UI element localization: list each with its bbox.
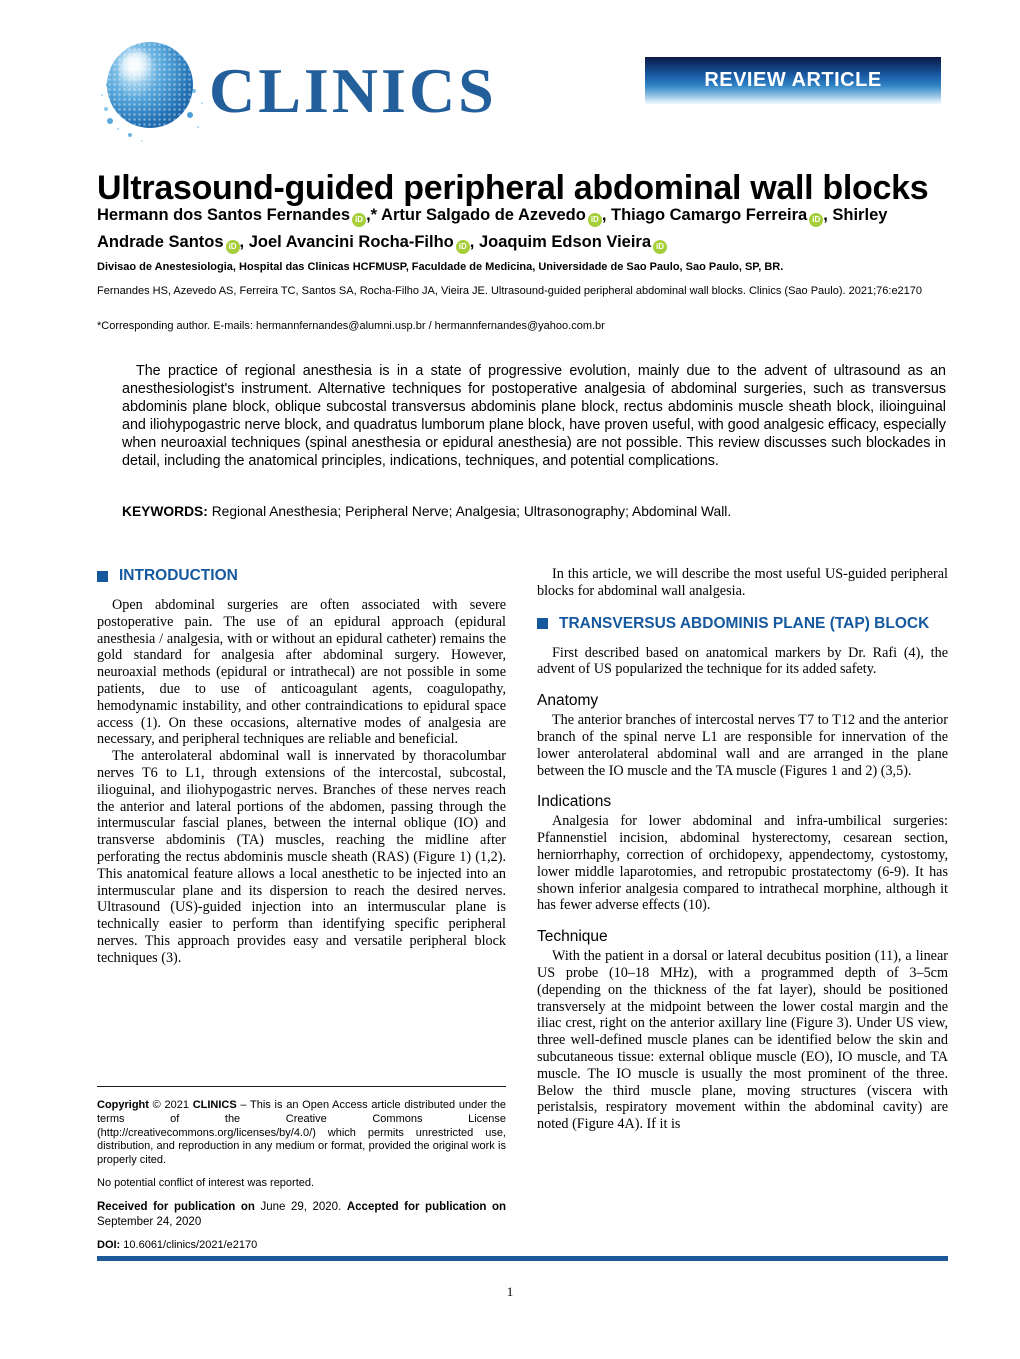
doi-note (97, 1239, 506, 1253)
copyright-text: – This is an Open Access article distributed under the terms of the Creative Commons License (http://creativecommons.org/licenses/by/4.0/) which permits unrestricted use, distribution, and reproduction in any medium or format, provided the original work is properly cited. (97, 1099, 507, 1167)
received-date: June 29, 2020. (254, 1200, 347, 1213)
accepted-date: September 24, 2020 (97, 1215, 202, 1228)
citation: Fernandes HS, Azevedo AS, Ferreira TC, Santos SA, Rocha-Filho JA, Vieira JE. Ultrasound-guided peripheral abdominal wall blocks. Clinics (Sao Paulo). 2021;76:e2170 (97, 285, 923, 297)
author-separator: ,* (366, 206, 382, 224)
abstract (122, 363, 946, 470)
section-heading-label: TRANSVERSUS ABDOMINIS PLANE (TAP) BLOCK (559, 614, 930, 632)
page-number: 1 (506, 1284, 514, 1299)
globe-icon (107, 42, 193, 128)
author-separator: , (239, 233, 249, 251)
abstract-text: The practice of regional anesthesia is in a state of progressive evolution, mainly due to the advent of ultrasound as an anesthesiologist's instrument. Alternative techniques for postoperative analgesia of abdominal surgeries, such as transversus abdominis plane block, oblique subcostal transversus abdominis plane block, rectus abdominis muscle sheath block, ilioinguinal and iliohypogastric nerve block, and quadratus lumborum plane block, have proven useful, with good analgesic efficacy, especially when neuroaxial techniques (spinal anesthesia or epidural anesthesia) are not possible. This review discusses such blockades in detail, including the anatomical principles, indications, techniques, and potential complications. (122, 363, 946, 469)
footnote-rule (97, 1086, 506, 1087)
left-column (97, 566, 506, 967)
article-type-badge: REVIEW ARTICLE (645, 57, 941, 104)
author (479, 233, 667, 251)
corresponding-author: *Corresponding author. E-mails: hermannfernandes@alumni.usp.br / hermannfernandes@yahoo.com.br (97, 320, 605, 332)
author (249, 233, 479, 251)
page-title: Ultrasound-guided peripheral abdominal wall blocks (97, 168, 929, 207)
right-column (537, 566, 948, 1133)
author (381, 206, 611, 224)
affiliation: Divisao de Anestesiologia, Hospital das Clinicas HCFMUSP, Faculdade de Medicina, Universidade de Sao Paulo, Sao Paulo, SP, BR. (97, 261, 784, 273)
section-bullet-icon (537, 618, 548, 629)
technique-paragraph: With the patient in a dorsal or lateral decubitus position (11), a linear US probe (10–18 MHz), with a programmed depth of 3–5cm (depending on the thickness of the fat layer), should be positioned transversely at the midpoint between the lower costal margin and the iliac crest, right on the anterior axillary line (Figure 3). Under US view, three well-defined muscle planes can be identified below the skin and subcutaneous tissue: external oblique muscle (EO), IO muscle, and TA muscle. The IO muscle is usually the most prominent of the three. Below the third muscle plane, moving structures (viscera with peristalsis, respiratory movement within the abdominal cavity) are noted (Figure 4A). If it is (537, 948, 948, 1133)
tap-lead-paragraph: First described based on anatomical markers by Dr. Rafi (4), the advent of US popularized the technique for its added safety. (537, 644, 948, 678)
orcid-icon: iD (352, 213, 366, 227)
intro-paragraph-1: Open abdominal surgeries are often associated with severe postoperative pain. The use of an epidural approach (epidural anesthesia / analgesia, with or without an epidural catheter) remains the gold standard for analgesia after abdominal surgery. However, neuroaxial methods (epidural or intrathecal) are not possible in some patients, due to use of anticoagulant agents, coagulopathy, hemodynamic instability, and other contraindications to epidural space access (1). On these occasions, alternative modes of analgesia are necessary, and peripheral techniques are reliable and beneficial. (97, 597, 506, 748)
subsection-heading-indications: Indications (537, 793, 612, 811)
journal-logo (99, 38, 659, 138)
section-heading-tap-block (537, 614, 948, 634)
orcid-icon: iD (456, 240, 470, 254)
journal-name: CLINICS (209, 55, 497, 126)
copyright-journal: CLINICS (192, 1099, 237, 1111)
indications-paragraph: Analgesia for lower abdominal and infra-umbilical surgeries: Pfannenstiel incision, abdominal hysterectomy, cesarean section, herniorrhaphy, correction of orchidopexy, appendectomy, cystostomy, lower middle laparotomies, and retropubic prostatectomy (6-9). It has shown inferior analgesia compared to intrathecal morphine, although it has fewer adverse effects (10). (537, 813, 948, 914)
footnotes (97, 1086, 506, 1262)
subsection-heading-anatomy: Anatomy (537, 692, 599, 710)
copyright-year: © 2021 (148, 1099, 193, 1111)
author-separator: , (601, 206, 611, 224)
section-heading-introduction (97, 566, 506, 586)
copyright-note (97, 1099, 506, 1168)
received-note (97, 1200, 506, 1230)
copyright-label: Copyright (97, 1099, 149, 1111)
author-name: Shirley Andrade Santos (97, 206, 888, 251)
doi-label: DOI: (97, 1238, 121, 1251)
keywords-text: Regional Anesthesia; Peripheral Nerve; Analgesia; Ultrasonography; Abdominal Wall. (207, 504, 732, 519)
orcid-icon: iD (588, 213, 602, 227)
author-name: Artur Salgado de Azevedo (381, 206, 586, 224)
spacer (537, 600, 948, 614)
author-name: Hermann dos Santos Fernandes (97, 206, 351, 224)
lead-paragraph: In this article, we will describe the most useful US-guided peripheral blocks for abdominal wall analgesia. (537, 566, 948, 599)
anatomy-paragraph: The anterior branches of intercostal nerves T7 to T12 and the anterior branch of the spinal nerve L1 are responsible for innervation of the lower anterolateral abdominal wall and are arranged in the plane between the IO muscle and the TA muscle (Figures 1 and 2) (3,5). (537, 712, 948, 779)
globe-logo-icon (99, 40, 195, 136)
orcid-icon: iD (809, 213, 823, 227)
author-separator: , (469, 233, 479, 251)
author-separator: , (823, 206, 833, 224)
orcid-icon: iD (226, 240, 240, 254)
section-heading-label: INTRODUCTION (119, 567, 238, 584)
keywords (122, 504, 946, 519)
author-name: Thiago Camargo Ferreira (610, 206, 808, 224)
keywords-label: KEYWORDS: (122, 504, 208, 519)
section-bullet-icon (97, 571, 108, 582)
author-name: Joel Avancini Rocha-Filho (248, 233, 454, 251)
doi-value: 10.6061/clinics/2021/e2170 (120, 1238, 258, 1251)
orcid-icon: iD (653, 240, 667, 254)
accepted-label: Accepted for publication on (346, 1200, 506, 1213)
author (611, 206, 832, 224)
bottom-rule (97, 1256, 948, 1261)
conflict-note: No potential conflict of interest was reported. (97, 1176, 315, 1189)
author-name: Joaquim Edson Vieira (478, 233, 652, 251)
subsection-heading-technique: Technique (537, 928, 608, 946)
author (97, 206, 381, 224)
intro-paragraph-2: The anterolateral abdominal wall is innervated by thoracolumbar nerves T6 to L1, through extensions of the intercostal, subcostal, ilioguinal, and iliohypogastric nerves. Branches of these nerves reach the anterior and lateral portions of the abdomen, passing through the intermuscular fascial planes, between the internal oblique (IO) and transverse abdominis (TA) muscles, reaching the midline after perforating the rectus abdominis muscle sheath (RAS) (Figure 1) (1,2). This anatomical feature allows a local anesthetic to be injected into an intermuscular plane and its dispersion to reach the desired nerves. Ultrasound (US)-guided injection into an intermuscular plane is technically easier to perform than identifying specific peripheral nerves. This approach provides easy and versatile peripheral block techniques (3). (97, 748, 506, 966)
received-label: Received for publication on (97, 1200, 255, 1213)
author-list (97, 202, 948, 256)
